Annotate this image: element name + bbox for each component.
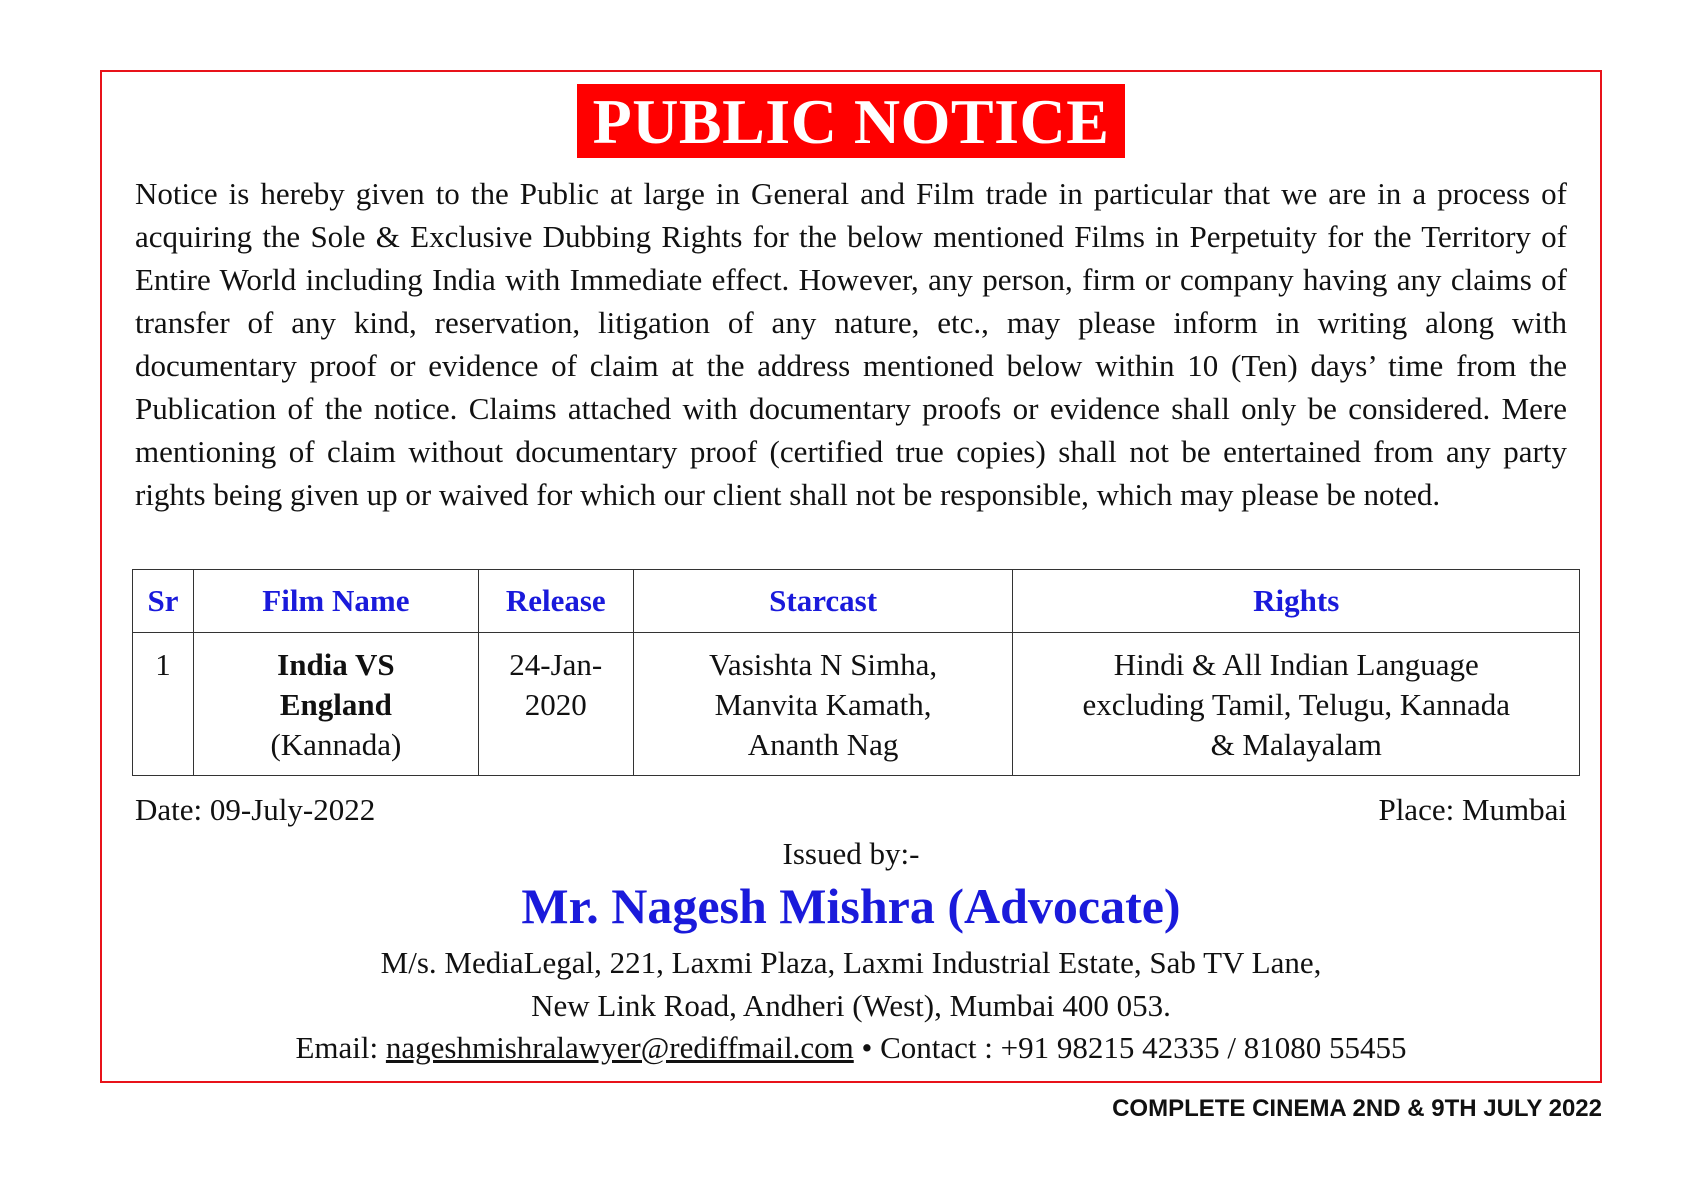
rights-line: & Malayalam: [1210, 727, 1382, 762]
table-header-row: [133, 570, 1580, 633]
contact-numbers: • Contact : +91 98215 42335 / 81080 55455: [853, 1030, 1407, 1065]
notice-date: Date: 09-July-2022: [135, 792, 376, 827]
header-release: Release: [478, 570, 633, 633]
films-table: [132, 569, 1580, 776]
starcast-line: Vasishta N Simha,: [708, 647, 938, 682]
film-title-line2: England: [279, 687, 392, 722]
page-title: PUBLIC NOTICE: [577, 84, 1126, 158]
notice-place: Place: Mumbai: [1378, 792, 1567, 827]
header-rights: Rights: [1013, 570, 1580, 633]
table-row: [133, 633, 1580, 776]
starcast-line: Manvita Kamath,: [714, 687, 932, 722]
rights-line: Hindi & All Indian Language: [1113, 647, 1479, 682]
title-wrap: [102, 84, 1600, 158]
film-language: (Kannada): [270, 727, 402, 762]
email-label: Email:: [295, 1030, 386, 1065]
header-sr: Sr: [133, 570, 194, 633]
publication-footer: COMPLETE CINEMA 2ND & 9TH JULY 2022: [1112, 1095, 1602, 1122]
cell-film-name: [193, 633, 478, 776]
cell-release: [478, 633, 633, 776]
issued-by-label: Issued by:-: [782, 836, 920, 871]
header-starcast: Starcast: [633, 570, 1013, 633]
contact-line: [102, 1030, 1600, 1066]
release-line2: 2020: [524, 687, 587, 722]
email-link[interactable]: nageshmishralawyer@rediffmail.com: [385, 1030, 854, 1065]
rights-line: excluding Tamil, Telugu, Kannada: [1082, 687, 1510, 722]
release-line1: 24-Jan-: [509, 647, 603, 682]
cell-rights: [1013, 633, 1580, 776]
notice-body: Notice is hereby given to the Public at large in General and Film trade in particular that we are in a process of acquiring the Sole & Exclusive Dubbing Rights for the below mentioned Films in Perpetuity for the Territory of Entire World including India with Immediate effect. However, any person, firm or company having any claims of transfer of any kind, reservation, litigation of any nature, etc., may please inform in writing along with documentary proof or evidence of claim at the address mentioned below within 10 (Ten) days’ time from the Publication of the notice. Claims attached with documentary proofs or evidence shall only be considered. Mere mentioning of claim without documentary proof (certified true copies) shall not be entertained from any party rights being given up or waived for which our client shall not be responsible, which may please be noted.: [135, 176, 1567, 512]
address-line-2: New Link Road, Andheri (West), Mumbai 400 053.: [531, 988, 1171, 1023]
notice-frame: [100, 70, 1602, 1083]
header-film-name: Film Name: [193, 570, 478, 633]
film-title-line1: India VS: [277, 647, 395, 682]
advocate-name: Mr. Nagesh Mishra (Advocate): [521, 878, 1181, 934]
cell-sr: 1: [133, 633, 194, 776]
address-line-1: M/s. MediaLegal, 221, Laxmi Plaza, Laxmi Industrial Estate, Sab TV Lane,: [380, 945, 1322, 980]
cell-starcast: [633, 633, 1013, 776]
starcast-line: Ananth Nag: [747, 727, 899, 762]
